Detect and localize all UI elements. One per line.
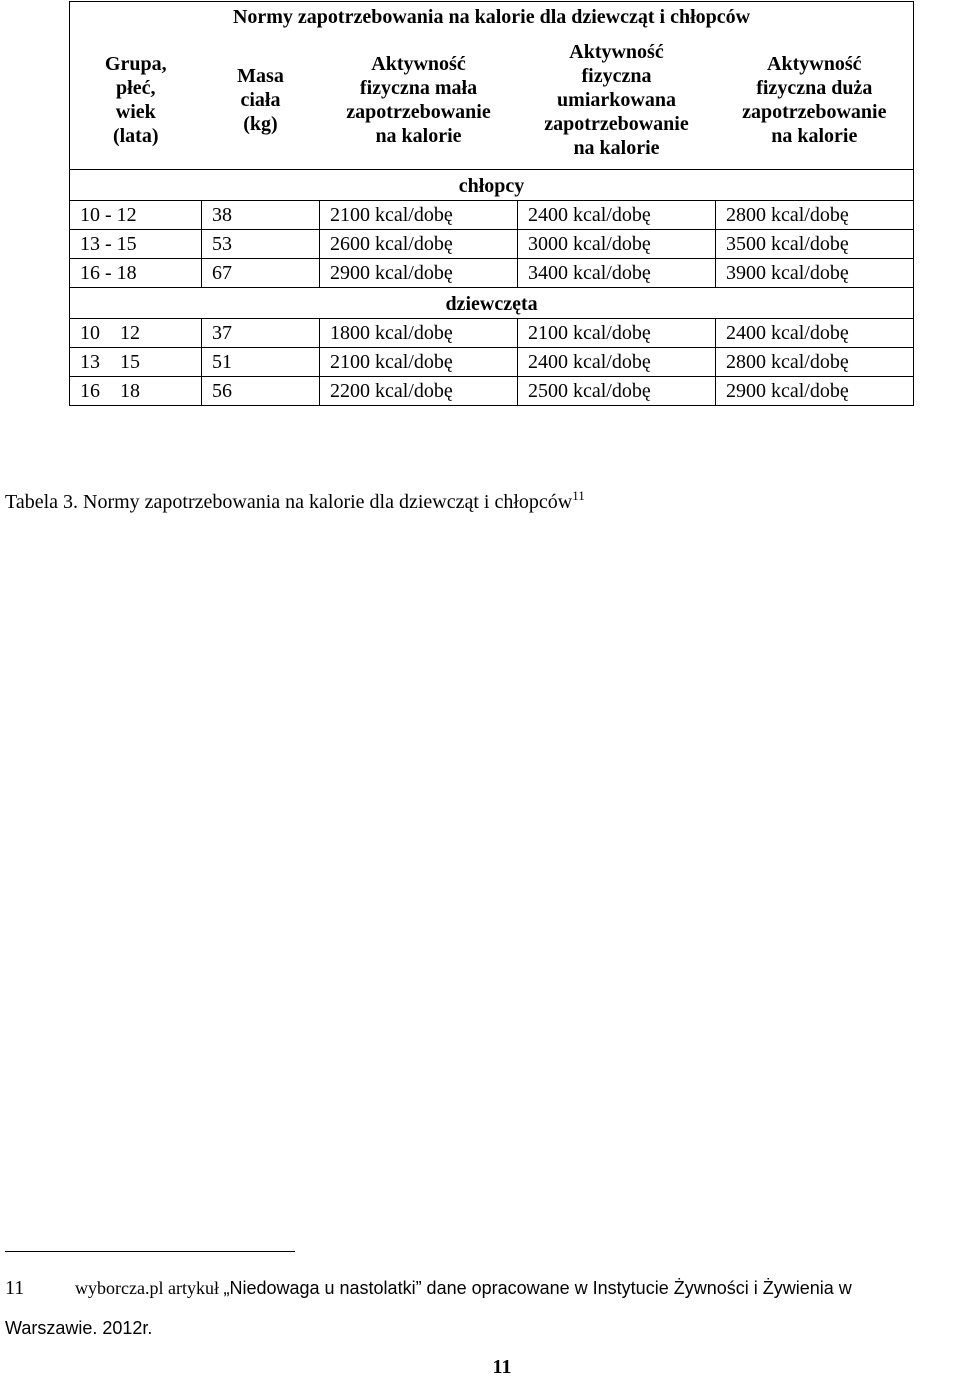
table-cell: 37 <box>202 319 320 348</box>
table-title-row <box>70 2 914 32</box>
table-row <box>70 230 914 259</box>
header-line: (lata) <box>112 125 159 147</box>
table-cell: 2900 kcal/dobę <box>716 377 914 406</box>
header-line: fizyczna <box>581 65 652 87</box>
footnote-number: 11 <box>5 1277 25 1299</box>
table-cell: 2900 kcal/dobę <box>320 259 518 288</box>
footnote-line2: Warszawie. 2012r. <box>5 1318 153 1338</box>
table-cell: 13 15 <box>70 348 202 377</box>
table-cell: 53 <box>202 230 320 259</box>
section-row <box>70 170 914 201</box>
table-row <box>70 259 914 288</box>
table-cell: 2800 kcal/dobę <box>716 201 914 230</box>
table-row <box>70 201 914 230</box>
table-cell: 2500 kcal/dobę <box>518 377 716 406</box>
table-cell: 3500 kcal/dobę <box>716 230 914 259</box>
header-line: na kalorie <box>771 125 858 147</box>
table-cell: 51 <box>202 348 320 377</box>
table-header-row <box>70 31 914 170</box>
table-cell: 2400 kcal/dobę <box>716 319 914 348</box>
table-cell: 16 - 18 <box>70 259 202 288</box>
table-cell: 2100 kcal/dobę <box>320 348 518 377</box>
table-cell: 67 <box>202 259 320 288</box>
table-caption <box>5 488 585 514</box>
table-cell: 56 <box>202 377 320 406</box>
table-cell: 38 <box>202 201 320 230</box>
header-line: fizyczna mała <box>359 77 478 99</box>
section-row <box>70 288 914 319</box>
table-cell: 2400 kcal/dobę <box>518 348 716 377</box>
header-line: zapotrzebowanie <box>742 101 887 123</box>
caption-text: Tabela 3. Normy zapotrzebowania na kalorie dla dziewcząt i chłopców <box>5 491 573 513</box>
table-row <box>70 377 914 406</box>
footnote <box>5 1268 960 1348</box>
table-cell: 2100 kcal/dobę <box>518 319 716 348</box>
header-line: ciała <box>240 89 281 111</box>
header-line: na kalorie <box>573 137 660 159</box>
table-cell: 1800 kcal/dobę <box>320 319 518 348</box>
footnote-source: wyborcza.pl artykuł <box>75 1278 219 1298</box>
header-line: (kg) <box>243 113 278 135</box>
page-number: 11 <box>492 1356 512 1378</box>
footnote-article: „Niedowaga u nastolatki” dane opracowane w Instytucie Żywności i Żywienia w <box>223 1278 852 1298</box>
header-line: wiek <box>115 101 156 123</box>
header-line: Masa <box>237 65 284 87</box>
header-line: fizyczna duża <box>756 77 873 99</box>
header-line: Grupa, <box>104 53 167 75</box>
table-cell: 2800 kcal/dobę <box>716 348 914 377</box>
table-cell: 3900 kcal/dobę <box>716 259 914 288</box>
table-cell: 2200 kcal/dobę <box>320 377 518 406</box>
header-group-age <box>70 31 202 170</box>
calorie-norms-table <box>69 1 914 406</box>
table-title: Normy zapotrzebowania na kalorie dla dziewcząt i chłopców <box>70 2 914 32</box>
section-label: chłopcy <box>70 170 914 201</box>
table-row <box>70 348 914 377</box>
header-line: na kalorie <box>375 125 462 147</box>
table-cell: 10 - 12 <box>70 201 202 230</box>
header-moderate-activity <box>518 31 716 170</box>
footnote-separator <box>5 1251 295 1252</box>
header-line: płeć, <box>116 77 156 99</box>
header-line: zapotrzebowanie <box>544 113 689 135</box>
section-label: dziewczęta <box>70 288 914 319</box>
table-cell: 16 18 <box>70 377 202 406</box>
header-line: Aktywność <box>371 53 466 75</box>
caption-footnote-ref: 11 <box>572 488 585 503</box>
table-cell: 10 12 <box>70 319 202 348</box>
table-cell: 2600 kcal/dobę <box>320 230 518 259</box>
table-body <box>70 2 914 406</box>
table-cell: 2400 kcal/dobę <box>518 201 716 230</box>
table-cell: 3000 kcal/dobę <box>518 230 716 259</box>
table-cell: 2100 kcal/dobę <box>320 201 518 230</box>
header-line: zapotrzebowanie <box>346 101 491 123</box>
header-high-activity <box>716 31 914 170</box>
header-line: Aktywność <box>569 41 664 63</box>
table-row <box>70 319 914 348</box>
header-low-activity <box>320 31 518 170</box>
table-cell: 13 - 15 <box>70 230 202 259</box>
header-line: umiarkowana <box>557 89 676 111</box>
table-cell: 3400 kcal/dobę <box>518 259 716 288</box>
header-body-mass <box>202 31 320 170</box>
header-line: Aktywność <box>767 53 862 75</box>
